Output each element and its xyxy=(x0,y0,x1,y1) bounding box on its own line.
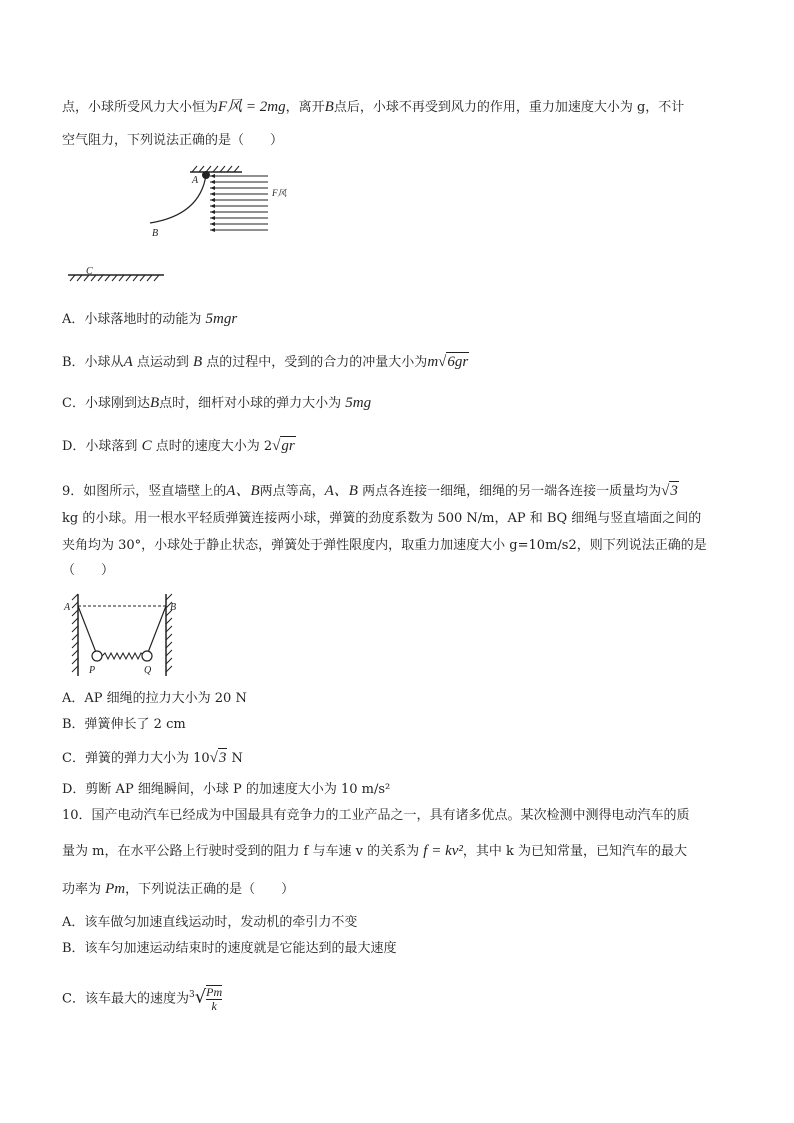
q10-root-index: 3 xyxy=(188,990,195,1000)
q8-option-c-text: C．小球刚到达 xyxy=(62,396,150,411)
q10-option-c-text: C．该车最大的速度为 xyxy=(62,991,189,1007)
q8-label-b: B xyxy=(152,228,159,239)
q8-option-b-text: B．小球从 xyxy=(62,355,124,370)
q8-option-c-text: 点时，细杆对小球的弹力大小为 xyxy=(159,396,346,411)
q10-fraction-num: Pm xyxy=(206,984,223,999)
q8-point-label: B xyxy=(149,395,160,411)
q9-stem-line2: kg 的小球。用一根水平轻质弹簧连接两小球，弹簧的劲度系数为 500 N/m，AP 和 BQ 细绳与竖直墙面之间的 xyxy=(62,511,702,526)
q10-stem-text: ，其中 k 为已知常量，已知汽车的最大 xyxy=(462,844,688,859)
q8-stem-line1 xyxy=(62,98,684,117)
q9-stem-line1: 9．如图所示，竖直墙壁上的A、B两点等高，A、B 两点各连接一细绳，细绳的另一端各连接一质量均为√3 xyxy=(62,483,678,499)
q8-option-b: B．小球从A 点运动到 B 点的过程中，受到的合力的冲量大小为m√6gr xyxy=(62,354,469,370)
q9-option-c-unit: N xyxy=(227,751,243,766)
q8-option-b-text: 点运动到 xyxy=(132,355,193,370)
q9-spring xyxy=(102,653,144,659)
q10-stem-text: ，下列说法正确的是（ ） xyxy=(125,882,295,897)
q9-stem-text: 9．如图所示，竖直墙壁上的 xyxy=(62,484,227,499)
q8-stem-text: ，离开 xyxy=(285,100,325,115)
q8-option-d-text: D．小球落到 xyxy=(62,439,142,454)
q8-point-label: A xyxy=(123,354,133,370)
q10-stem-text: 功率为 xyxy=(62,882,106,897)
q10-fraction-den: k xyxy=(211,998,217,1013)
q8-option-b-math: m xyxy=(427,354,439,370)
q9-stem-line4: （ ） xyxy=(62,563,115,578)
q8-option-d: D．小球落到 C 点时的速度大小为 2√gr xyxy=(62,438,295,454)
q9-stem-text: 两点等高， xyxy=(259,484,325,499)
q8-ball xyxy=(202,171,210,179)
q9-option-a: A．AP 细绳的拉力大小为 20 N xyxy=(62,691,247,706)
q9-mass-radicand: 3 xyxy=(670,483,678,499)
q8-label-f: F风 xyxy=(272,188,287,198)
q10-power-symbol: Pm xyxy=(105,881,126,897)
q8-point-label: C xyxy=(141,438,152,454)
q8-option-d-radicand: gr xyxy=(281,438,295,454)
q9-stem-line3: 夹角均为 30°，小球处于静止状态，弹簧处于弹性限度内，取重力加速度大小 g=10m/s2，则下列说法正确的是 xyxy=(62,538,707,553)
q8-figure xyxy=(60,165,290,285)
q9-label-b: B xyxy=(170,602,177,613)
q9-rope-ap xyxy=(78,606,97,655)
q9-label-p: P xyxy=(89,665,96,676)
q9-ball-p xyxy=(92,651,102,661)
q10-fraction xyxy=(206,985,222,1013)
q8-label-c: C xyxy=(86,266,93,277)
q10-option-b: B．该车匀加速运动结束时的速度就是它能达到的最大速度 xyxy=(62,941,397,956)
q9-point-labels: A、B xyxy=(226,483,260,499)
q8-point-label: B xyxy=(324,99,334,115)
q8-option-b-text: 点的过程中，受到的合力的冲量大小为 xyxy=(202,355,428,370)
q8-option-b-radicand: 6gr xyxy=(447,354,469,370)
q8-wind-force-formula: F风 = 2mg xyxy=(218,99,286,115)
q9-option-d: D．剪断 AP 细绳瞬间，小球 P 的加速度大小为 10 m/s² xyxy=(62,782,391,797)
q9-option-c: C．弹簧的弹力大小为 10√3 N xyxy=(62,750,243,766)
q8-stem-text: 点后，小球不再受到风力的作用，重力加速度大小为 g，不计 xyxy=(333,100,685,115)
q9-option-c-radicand: 3 xyxy=(218,750,227,766)
q8-option-a xyxy=(62,310,237,329)
q10-stem-line3 xyxy=(62,880,294,899)
q8-option-c-math: 5mg xyxy=(345,395,372,411)
q9-label-q: Q xyxy=(144,665,152,676)
q9-stem-text: 两点各连接一细绳，细绳的另一端各连接一质量均为 xyxy=(357,484,662,499)
q10-option-c: C．该车最大的速度为$^3$√ $\frac{Pm}{k}$ xyxy=(62,984,223,1013)
q9-rope-bq xyxy=(147,606,166,655)
q8-label-a: A xyxy=(192,175,199,186)
q8-option-d-text: 点时的速度大小为 2 xyxy=(151,439,273,454)
q8-option-c xyxy=(62,394,371,413)
q9-label-a: A xyxy=(64,602,71,613)
q10-option-a: A．该车做匀加速直线运动时，发动机的牵引力不变 xyxy=(62,915,358,930)
q9-ball-q xyxy=(142,651,152,661)
q9-point-labels: A、B xyxy=(324,483,358,499)
q8-stem-line2: 空气阻力，下列说法正确的是（ ） xyxy=(62,133,284,148)
q8-option-a-math: 5mgr xyxy=(205,311,238,327)
q8-stem-text: 点，小球所受风力大小恒为 xyxy=(62,100,219,115)
q10-stem-text: 量为 m，在水平公路上行驶时受到的阻力 f 与车速 v 的关系为 xyxy=(62,844,424,859)
q10-drag-formula: f = kv² xyxy=(423,843,463,859)
q9-option-c-text: C．弹簧的弹力大小为 10 xyxy=(62,751,210,766)
q10-stem-line2 xyxy=(62,842,687,861)
q8-point-label: B xyxy=(193,354,203,370)
q10-stem-line1: 10．国产电动汽车已经成为中国最具有竞争力的工业产品之一，具有诸多优点。某次检测中测得电动汽车的质 xyxy=(62,808,690,823)
q9-option-b: B．弹簧伸长了 2 cm xyxy=(62,717,186,732)
q9-figure xyxy=(60,592,190,682)
q8-option-a-text: A．小球落地时的动能为 xyxy=(62,312,206,327)
